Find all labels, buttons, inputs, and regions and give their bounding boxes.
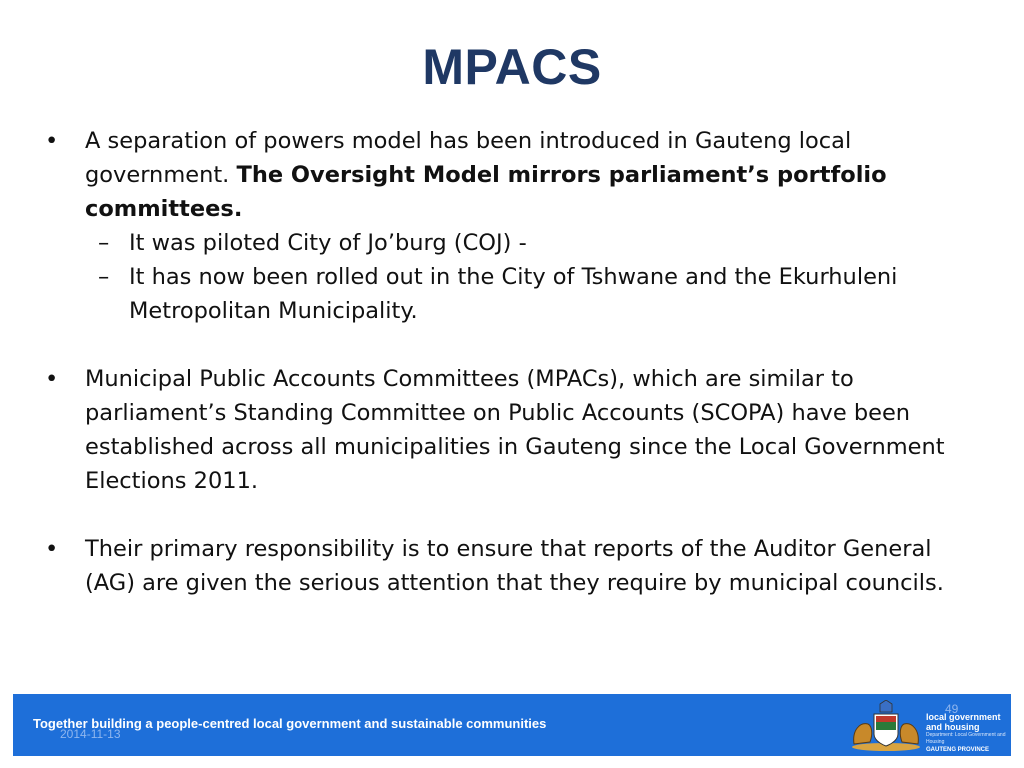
sub-bullet-item [45,226,975,260]
bullet-bold-text: The Oversight Model mirrors parliament’s portfolio committees. [85,162,887,222]
bullet-item [45,124,975,226]
logo-line: GAUTENG PROVINCE [926,747,990,753]
sub-bullet-text: It was piloted City of Jo’burg (COJ) - [129,230,527,256]
page-number: 49 [945,702,959,716]
bullet-marker: • [45,128,59,154]
coat-of-arms-icon [846,700,926,752]
logo-line: local government [926,712,1001,722]
bullet-text: Their primary responsibility is to ensure that reports of the Auditor General (AG) are given the serious attention that they require by municipal councils. [85,536,944,596]
slide-title: MPACS [422,39,602,95]
footer-tagline: Together building a people-centred local government and sustainable communities [33,716,547,731]
logo-line: and housing [926,722,980,732]
sub-bullet-text: It has now been rolled out in the City of Tshwane and the Ekurhuleni Metropolitan Municipality. [129,264,898,324]
footer-bar [13,694,1011,756]
spacer [45,328,975,362]
bullet-item [45,532,975,600]
sub-bullet-item [45,260,975,328]
bullet-marker: • [45,536,59,562]
slide-date: 2014-11-13 [60,727,121,741]
dash-marker: – [98,264,110,290]
spacer [45,498,975,532]
logo-line: Department: Local Government and Housing [926,732,1006,745]
department-logo [926,712,1008,754]
dash-marker: – [98,230,110,256]
bullet-text: Municipal Public Accounts Committees (MPACs), which are similar to parliament’s Standing Committee on Public Accounts (SCOPA) have been established across all municipalities in Gauteng since the Local Government Elections 2011. [85,366,945,494]
bullet-marker: • [45,366,59,392]
bullet-item [45,362,975,498]
bullet-text: A separation of powers model has been introduced in Gauteng local government. [85,128,852,188]
slide-content [45,124,975,600]
